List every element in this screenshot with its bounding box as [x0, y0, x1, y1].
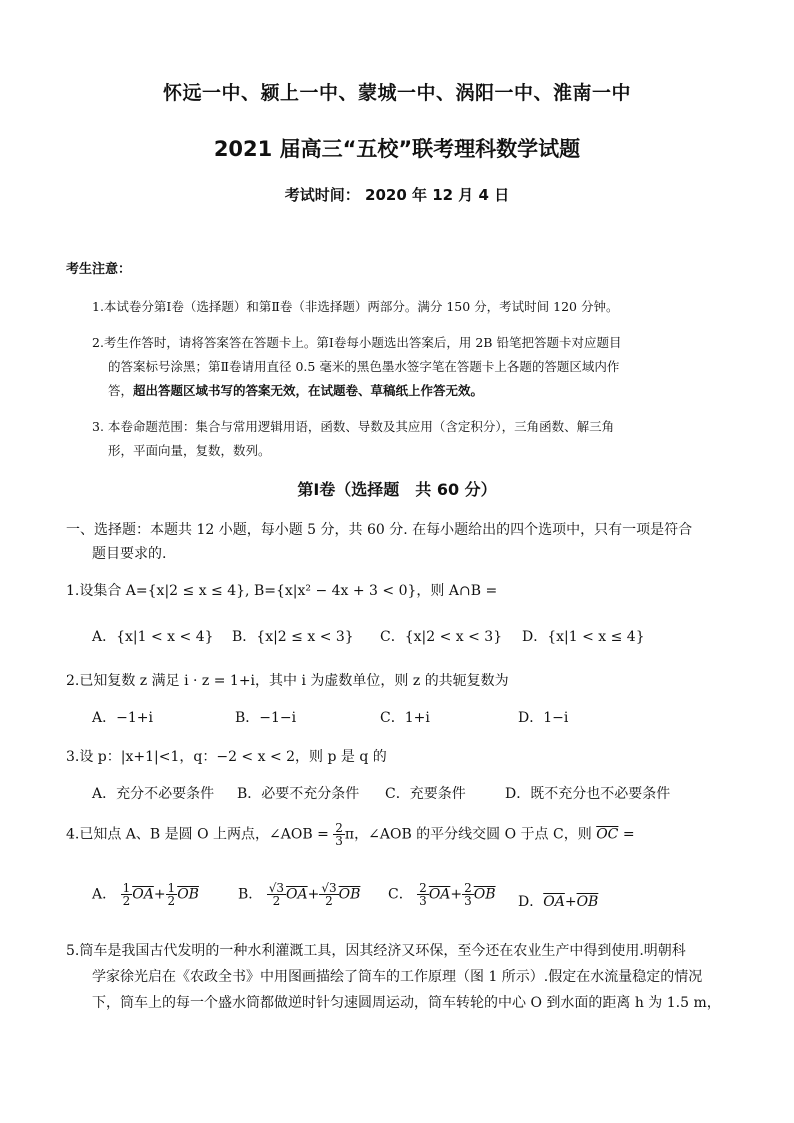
school-names: 怀远一中、颍上一中、蒙城一中、涡阳一中、淮南一中 — [162, 82, 631, 104]
fraction-numerator: 2 — [335, 821, 343, 835]
question-1-option-a: A．{x|1 < x < 4} — [92, 629, 214, 645]
fraction-denominator: 2 — [325, 894, 333, 908]
question-5-line-2: 学家徐光启在《农政全书》中用图画描绘了筒车的工作原理（图 1 所示）.假定在水流量稳定的情况 — [92, 969, 703, 985]
coefficient — [166, 882, 178, 907]
section-title: 第Ⅰ卷（选择题 共 60 分） — [297, 480, 497, 499]
fraction-denominator: 3 — [335, 834, 343, 848]
plus-sign: + — [307, 886, 320, 903]
question-4-angle-fraction — [333, 822, 345, 847]
question-5-line-3: 下，筒车上的每一个盛水筒都做逆时针匀速圆周运动，筒车转轮的中心 O 到水面的距离 h 为 1.5 m， — [92, 995, 721, 1011]
question-4-stem-b: π，∠AOB 的平分线交圆 O 于点 C，则 — [344, 826, 592, 843]
notice-item-2-cont: 的答案标号涂黑；第Ⅱ卷请用直径 0.5 毫米的黑色墨水签字笔在答题卡上各题的答题区域内作 — [108, 359, 620, 374]
vector-oa: $\overline{OA}$ — [286, 886, 308, 903]
exam-time: 考试时间： 2020 年 12 月 4 日 — [284, 186, 510, 204]
fraction-numerator: 2 — [419, 881, 427, 895]
fraction-numerator: 1 — [167, 881, 176, 895]
coefficient — [417, 882, 429, 907]
section-intro: 一、选择题：本题共 12 小题，每小题 5 分，共 60 分. 在每小题给出的四个选项中，只有一项是符合 — [66, 522, 693, 538]
question-4-option-c — [388, 882, 496, 907]
fraction-denominator: 3 — [419, 894, 427, 908]
question-1-option-b: B．{x|2 ≤ x < 3} — [232, 629, 354, 645]
fraction-numerator: √3 — [321, 881, 337, 895]
vector-oc: $\overline{OC}$ — [596, 826, 619, 843]
question-3-stem: 3.设 p：|x+1|<1，q：−2 < x < 2，则 p 是 q 的 — [66, 749, 387, 765]
question-4-stem-d: = — [618, 826, 635, 843]
fraction-numerator: 2 — [464, 881, 472, 895]
question-4-stem-a: 4.已知点 A、B 是圆 O 上两点，∠AOB = — [66, 826, 329, 843]
question-3-option-c: C．充要条件 — [385, 786, 466, 802]
notice-item-3: 3. 本卷命题范围：集合与常用逻辑用语，函数、导数及其应用（含定积分），三角函数、解三角 — [92, 419, 615, 434]
notice-item-1: 1.本试卷分第Ⅰ卷（选择题）和第Ⅱ卷（非选择题）两部分。满分 150 分，考试时间 120 分钟。 — [92, 299, 619, 314]
exam-title: 2021 届高三“五校”联考理科数学试题 — [213, 137, 581, 161]
coefficient — [267, 882, 286, 907]
coefficient — [462, 882, 474, 907]
fraction-denominator: 2 — [167, 894, 176, 908]
question-2-option-d: D．1−i — [518, 710, 569, 726]
fraction-numerator: 1 — [122, 881, 131, 895]
notice-item-2: 2.考生作答时，请将答案答在答题卡上。第Ⅰ卷每小题选出答案后，用 2B 铅笔把答题卡对应题目 — [92, 335, 622, 350]
question-2-stem: 2.已知复数 z 满足 i · z = 1+i，其中 i 为虚数单位，则 z 的共轭复数为 — [66, 673, 509, 689]
vector-oa: $\overline{OA}$ — [428, 886, 451, 903]
coefficient — [121, 882, 133, 907]
question-4-stem — [66, 822, 635, 847]
question-3-option-b: B．必要不充分条件 — [237, 786, 360, 802]
notice-item-3-cont: 形，平面向量，复数，数列。 — [108, 443, 271, 458]
coefficient — [319, 882, 338, 907]
fraction-denominator: 2 — [122, 894, 131, 908]
fraction-denominator: 3 — [464, 894, 472, 908]
question-1-option-d: D．{x|1 < x ≤ 4} — [522, 629, 645, 645]
question-1-stem: 1.设集合 A={x|2 ≤ x ≤ 4}, B={x|x² − 4x + 3 < 0}，则 A∩B = — [66, 583, 498, 599]
plus-sign: + — [450, 886, 463, 903]
fraction-numerator: √3 — [268, 881, 285, 895]
vector-ob: $\overline{OB}$ — [576, 894, 599, 910]
question-4-option-d — [518, 891, 598, 911]
question-2-option-a: A．−1+i — [92, 710, 153, 726]
vector-oa: $\overline{OA}$ — [132, 886, 154, 903]
notice-item-2-end — [108, 381, 483, 399]
option-label: C． — [388, 886, 413, 903]
notice-heading: 考生注意： — [66, 262, 132, 277]
question-3-option-d: D．既不充分也不必要条件 — [505, 786, 671, 802]
question-5-line-1: 5.筒车是我国古代发明的一种水利灌溉工具，因其经济又环保，至今还在农业生产中得到使用.明朝科 — [66, 943, 686, 959]
question-1-option-c: C．{x|2 < x < 3} — [380, 629, 503, 645]
vector-oa: $\overline{OA}$ — [543, 894, 565, 910]
notice-item-2-end-text: 答， — [108, 383, 134, 398]
question-2-option-b: B．−1−i — [235, 710, 297, 726]
vector-ob: $\overline{OB}$ — [177, 886, 199, 903]
option-label: A． — [92, 886, 117, 903]
question-2-option-c: C．1+i — [380, 710, 430, 726]
notice-warning: 超出答题区域书写的答案无效，在试题卷、草稿纸上作答无效。 — [133, 383, 484, 398]
section-intro-cont: 题目要求的. — [92, 546, 167, 562]
option-label: D． — [518, 894, 544, 910]
plus-sign: + — [564, 894, 577, 910]
option-label: B． — [238, 886, 263, 903]
vector-ob: $\overline{OB}$ — [338, 886, 361, 903]
question-4-option-a — [92, 882, 199, 907]
plus-sign: + — [153, 886, 166, 903]
question-3-option-a: A．充分不必要条件 — [92, 786, 215, 802]
question-4-option-b — [238, 882, 360, 907]
vector-ob: $\overline{OB}$ — [473, 886, 496, 903]
fraction-denominator: 2 — [272, 894, 281, 908]
